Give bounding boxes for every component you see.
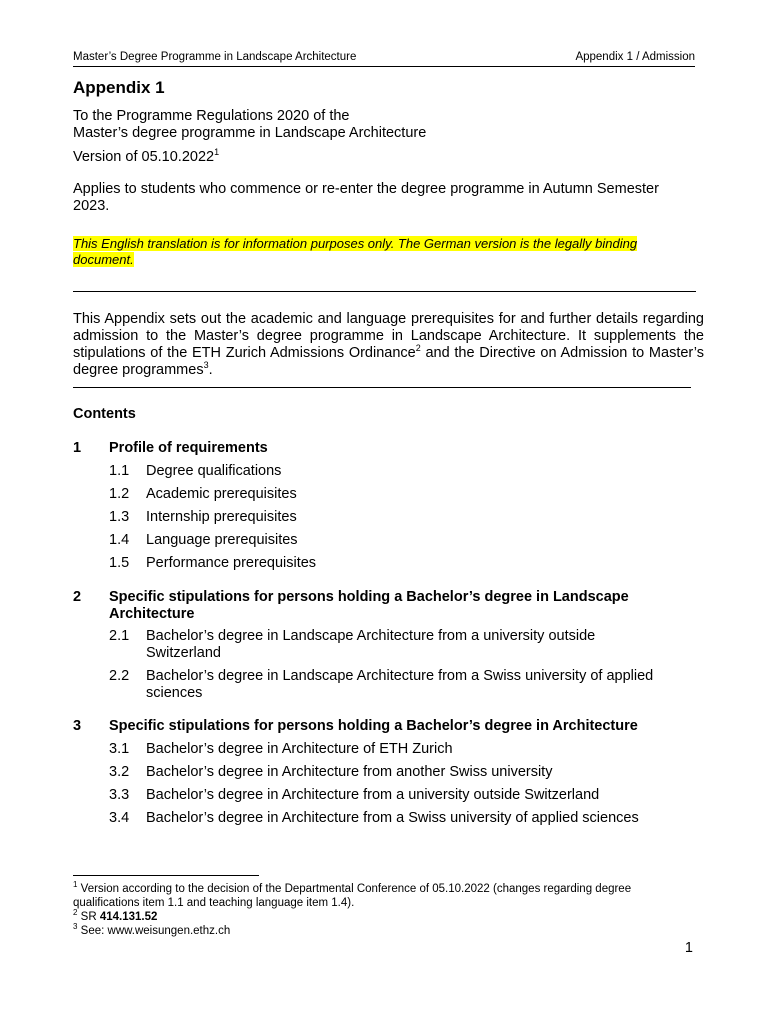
toc-item-number: 3.3: [109, 787, 130, 803]
description-paragraph: [73, 311, 704, 379]
footnote-ref-1: 1: [214, 147, 220, 158]
description-part-2: and the Directive on Admission to Master’s degree programmes: [73, 345, 704, 378]
footnote-sr-number: 414.131.52: [99, 911, 158, 923]
toc-item-title: Performance prerequisites: [146, 555, 317, 571]
page-number: 1: [684, 940, 693, 956]
toc-item-number: 2.1: [109, 628, 130, 644]
toc-item-number: 3.4: [109, 810, 130, 826]
footnote-2: [73, 910, 673, 924]
toc-item-title: Internship prerequisites: [146, 509, 297, 525]
translation-notice: [73, 236, 695, 268]
toc-item-title: Bachelor’s degree in Architecture from a Swiss university of applied sciences: [146, 810, 639, 826]
toc-item-number: 1.1: [109, 463, 130, 479]
contents-heading: Contents: [73, 406, 136, 422]
section-3-number: 3: [73, 718, 82, 734]
footnote-text: See: www.weisungen.ethz.ch: [80, 925, 231, 937]
version-line: [73, 149, 219, 166]
footnote-mark: 3: [73, 922, 78, 932]
toc-item-number: 1.3: [109, 509, 130, 525]
toc-item-title: Bachelor’s degree in Landscape Architecture from a Swiss university of applied sciences: [146, 668, 654, 701]
footnote-ref-3: 3: [203, 360, 209, 371]
toc-item-number: 1.4: [109, 532, 130, 548]
divider-top: [73, 291, 696, 292]
toc-item-number: 1.5: [109, 555, 130, 571]
section-2-title: Specific stipulations for persons holding a Bachelor’s degree in Landscape Architecture: [109, 589, 629, 622]
toc-item-number: 3.2: [109, 764, 130, 780]
toc-item-title: Bachelor’s degree in Architecture of ETH Zurich: [146, 741, 453, 757]
toc-item-title: Language prerequisites: [146, 532, 298, 548]
footnote-mark: 1: [73, 880, 78, 890]
intro-line-2: Master’s degree programme in Landscape Architecture: [73, 125, 427, 141]
section-3-title: Specific stipulations for persons holding a Bachelor’s degree in Architecture: [109, 718, 638, 734]
section-2-number: 2: [73, 589, 82, 605]
description-part-1: This Appendix sets out the academic and language prerequisites for and further details regarding admission to the Master’s degree programme in Landscape Architecture. It supplements the stipulations of the ETH Zurich Admissions Ordinance: [73, 311, 704, 361]
footnote-separator: [73, 875, 259, 876]
toc-item-number: 3.1: [109, 741, 130, 757]
toc-item-title: Academic prerequisites: [146, 486, 297, 502]
description-part-3: .: [208, 362, 213, 378]
running-header: [73, 51, 695, 67]
footnote-ref-2: 2: [415, 343, 421, 354]
version-text: Version of 05.10.2022: [73, 149, 215, 165]
header-right: Appendix 1 / Admission: [575, 51, 695, 63]
footnote-text: Version according to the decision of the Departmental Conference of 05.10.2022 (changes regarding degree qualifications item 1.1 and teaching language item 1.4).: [73, 883, 632, 909]
toc-item-number: 1.2: [109, 486, 130, 502]
footnote-1: [73, 882, 668, 910]
header-left: Master’s Degree Programme in Landscape Architecture: [73, 51, 357, 63]
section-1-title: Profile of requirements: [109, 440, 268, 456]
toc-item-title: Bachelor’s degree in Architecture from another Swiss university: [146, 764, 553, 780]
footnote-3: [73, 924, 673, 938]
applies-text: Applies to students who commence or re-enter the degree programme in Autumn Semester 2023.: [73, 181, 659, 214]
toc-item-number: 2.2: [109, 668, 130, 684]
section-1-number: 1: [73, 440, 82, 456]
toc-item-title: Degree qualifications: [146, 463, 282, 479]
intro-line-1: To the Programme Regulations 2020 of the: [73, 108, 350, 124]
footnote-mark: 2: [73, 908, 78, 918]
page-title: Appendix 1: [73, 78, 165, 97]
toc-item-title: Bachelor’s degree in Landscape Architecture from a university outside Switzerland: [146, 628, 596, 661]
notice-highlight: This English translation is for information purposes only. The German version is the legally binding document.: [73, 236, 638, 267]
toc-item-title: Bachelor’s degree in Architecture from a university outside Switzerland: [146, 787, 600, 803]
divider-bottom: [73, 387, 691, 388]
footnote-prefix: SR: [80, 911, 100, 923]
